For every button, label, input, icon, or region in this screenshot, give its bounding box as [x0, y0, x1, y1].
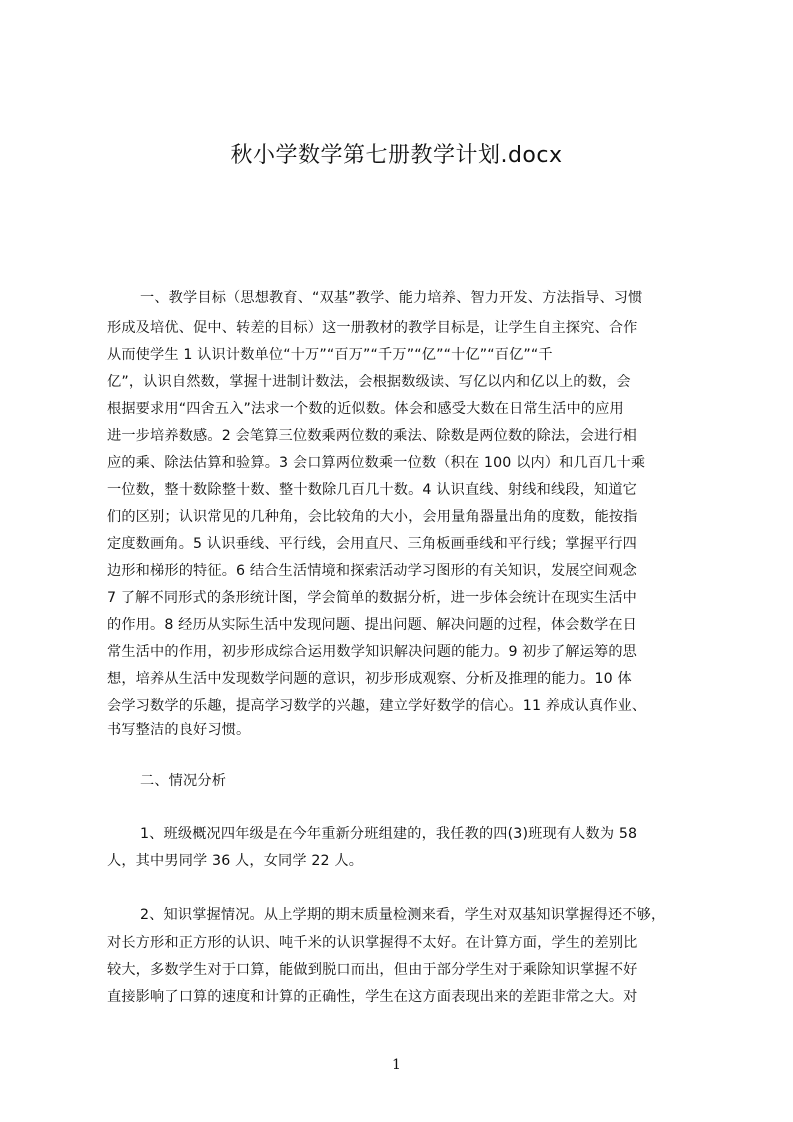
text-line: 想，培养从生活中发现数学问题的意识，初步形成观察、分析及推理的能力。10 体 — [107, 671, 632, 687]
text-line: 根据要求用“四舍五入”法求一个数的近似数。体会和感受大数在日常生活中的应用 — [107, 401, 624, 417]
text-line: 1、班级概况四年级是在今年重新分班组建的，我任教的四(3)班现有人数为 58 — [140, 826, 638, 842]
text-line: 直接影响了口算的速度和计算的正确性，学生在这方面表现出来的差距非常之大。对 — [107, 989, 638, 1005]
text-line: 对长方形和正方形的认识、吨千米的认识掌握得不太好。在计算方面，学生的差别比 — [107, 935, 638, 951]
document-title: 秋小学数学第七册教学计划.docx — [230, 143, 563, 168]
text-line: 人，其中男同学 36 人，女同学 22 人。 — [107, 853, 364, 869]
text-line: 2、知识掌握情况。从上学期的期末质量检测来看，学生对双基知识掌握得还不够， — [140, 907, 666, 923]
text-line: 定度数画角。5 认识垂线、平行线，会用直尺、三角板画垂线和平行线；掌握平行四 — [107, 536, 637, 552]
text-line: 一、教学目标（思想教育、“双基”教学、能力培养、智力开发、方法指导、习惯 — [140, 290, 643, 306]
text-line: 形成及培优、促中、转差的目标）这一册教材的教学目标是，让学生自主探究、合作 — [107, 320, 638, 336]
text-line: 较大，多数学生对于口算，能做到脱口而出，但由于部分学生对于乘除知识掌握不好 — [107, 962, 638, 978]
text-line: 的作用。8 经历从实际生活中发现问题、提出问题、解决问题的过程，体会数学在日 — [107, 617, 637, 633]
text-line: 亿”，认识自然数，掌握十进制计数法，会根据数级读、写亿以内和亿以上的数，会 — [107, 374, 631, 390]
text-line: 进一步培养数感。2 会笔算三位数乘两位数的乘法、除数是两位数的除法，会进行相 — [107, 428, 637, 444]
text-line: 从而使学生 1 认识计数单位“十万”“百万”“千万”“亿”“十亿”“百亿”“千 — [107, 347, 553, 363]
page-number: 1 — [392, 1057, 401, 1073]
text-line: 常生活中的作用，初步形成综合运用数学知识解决问题的能力。9 初步了解运筹的思 — [107, 644, 637, 660]
section-heading: 二、情况分析 — [140, 773, 227, 789]
text-line: 边形和梯形的特征。6 结合生活情境和探索活动学习图形的有关知识，发展空间观念 — [107, 563, 637, 579]
text-line: 们的区别；认识常见的几种角，会比较角的大小，会用量角器量出角的度数，能按指 — [107, 509, 638, 525]
text-line: 7 了解不同形式的条形统计图，学会简单的数据分析，进一步体会统计在现实生活中 — [107, 590, 637, 606]
text-line: 会学习数学的乐趣，提高学习数学的兴趣，建立学好数学的信心。11 养成认真作业、 — [107, 698, 647, 714]
text-line: 一位数，整十数除整十数、整十数除几百几十数。4 认识直线、射线和线段，知道它 — [107, 482, 637, 498]
text-line: 应的乘、除法估算和验算。3 会口算两位数乘一位数（积在 100 以内）和几百几十乘 — [107, 455, 646, 471]
text-line: 书写整洁的良好习惯。 — [107, 722, 251, 738]
